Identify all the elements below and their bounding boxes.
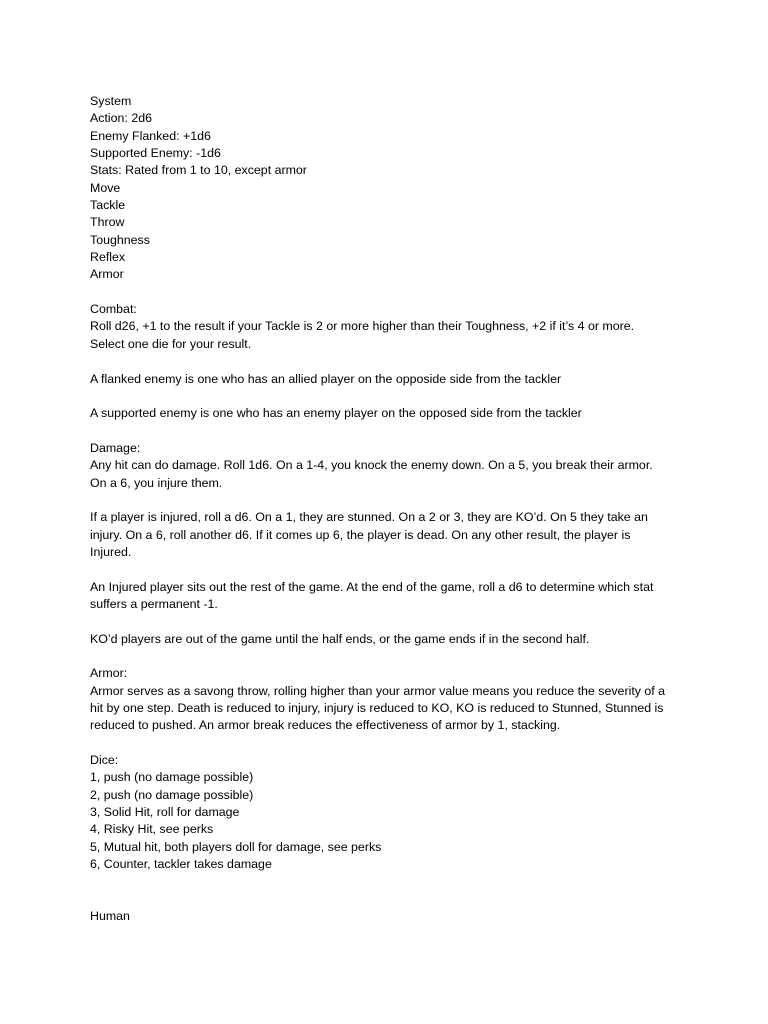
sitout-line-2: suffers a permanent -1. [90,596,218,611]
combat-roll-line-1: Roll d26, +1 to the result if your Tackle is 2 or more higher than their Toughness, +2 if it’s 4 or more. [90,319,635,334]
dice-result-2: 2, push (no damage possible) [90,787,254,802]
spacer [90,388,680,405]
injured-line-3: Injured. [90,544,132,559]
action-line: Action: 2d6 [90,111,152,126]
system-section [90,93,680,284]
spacer [90,561,680,578]
stat-tackle: Tackle [90,198,126,213]
spacer [90,735,680,752]
dice-result-5: 5, Mutual hit, both players doll for damage, see perks [90,839,382,854]
enemy-flanked-line: Enemy Flanked: +1d6 [90,128,211,143]
armor-section [90,665,680,734]
damage-section [90,440,680,648]
spacer [90,492,680,509]
spacer [90,353,680,370]
human-section [90,908,680,925]
flanked-definition: A flanked enemy is one who has an allied player on the opposide side from the tackler [90,371,562,386]
spacer [90,648,680,665]
damage-rule-line-2: On a 6, you injure them. [90,475,223,490]
damage-rule-line-1: Any hit can do damage. Roll 1d6. On a 1-4, you knock the enemy down. On a 5, you break their armor. [90,458,653,473]
dice-heading: Dice: [90,753,119,768]
supported-enemy-line: Supported Enemy: -1d6 [90,146,221,161]
dice-result-6: 6, Counter, tackler takes damage [90,857,272,872]
injured-line-1: If a player is injured, roll a d6. On a 1, they are stunned. On a 2 or 3, they are KO’d. On 5 they take an [90,510,648,525]
spacer [90,423,680,440]
spacer [90,891,680,908]
armor-heading: Armor: [90,666,128,681]
combat-roll-line-2: Select one die for your result. [90,336,252,351]
supported-definition: A supported enemy is one who has an enemy player on the opposed side from the tackler [90,406,582,421]
spacer [90,873,680,890]
dice-result-4: 4, Risky Hit, see perks [90,822,214,837]
dice-result-3: 3, Solid Hit, roll for damage [90,805,240,820]
stat-armor: Armor [90,267,124,282]
stats-line: Stats: Rated from 1 to 10, except armor [90,163,307,178]
sitout-line-1: An Injured player sits out the rest of the game. At the end of the game, roll a d6 to determine which stat [90,579,654,594]
combat-section [90,301,680,422]
document-body [90,93,680,926]
human-heading: Human [90,909,130,924]
combat-heading: Combat: [90,302,137,317]
armor-line-1: Armor serves as a savong throw, rolling higher than your armor value means you reduce the severity of a [90,683,666,698]
armor-line-2: hit by one step. Death is reduced to injury, injury is reduced to KO, KO is reduced to Stunned, Stunned is [90,701,664,716]
stat-throw: Throw [90,215,125,230]
injured-line-2: injury. On a 6, roll another d6. If it comes up 6, the player is dead. On any other result, the player is [90,527,631,542]
stat-move: Move [90,180,121,195]
stat-reflex: Reflex [90,250,126,265]
dice-section [90,752,680,873]
ko-rule: KO’d players are out of the game until the half ends, or the game ends if in the second half. [90,631,590,646]
spacer [90,284,680,301]
system-heading: System [90,94,132,108]
dice-result-1: 1, push (no damage possible) [90,770,254,785]
armor-line-3: reduced to pushed. An armor break reduces the effectiveness of armor by 1, stacking. [90,718,561,733]
stat-toughness: Toughness [90,232,150,247]
damage-heading: Damage: [90,440,141,455]
spacer [90,613,680,630]
